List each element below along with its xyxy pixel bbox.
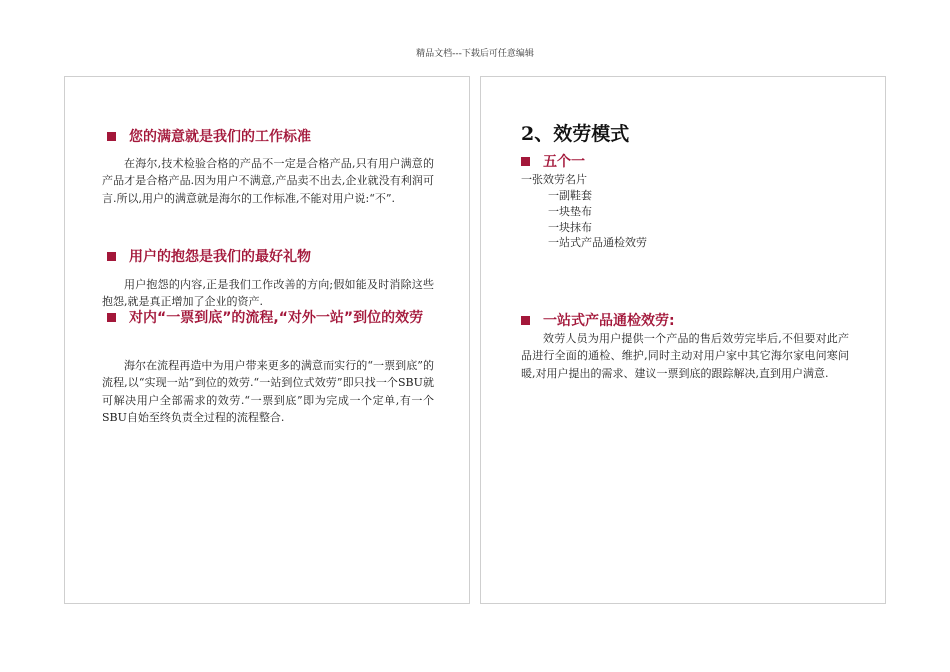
left-page (64, 76, 470, 604)
list-item: 一副鞋套 (548, 189, 592, 202)
heading-text: 您的满意就是我们的工作标准 (129, 129, 311, 145)
paragraph-complaints: 用户抱怨的内容,正是我们工作改善的方向;假如能及时消除这些抱怨,就是真正增加了企业的资产. (102, 278, 434, 309)
heading-text: 一站式产品通检效劳: (543, 313, 675, 329)
section-title: 2、效劳模式 (521, 123, 630, 145)
square-bullet-icon (107, 252, 116, 261)
heading-five-ones (521, 152, 721, 172)
right-page (480, 76, 886, 604)
list-item: 一块抹布 (548, 221, 592, 234)
square-bullet-icon (107, 313, 116, 322)
list-intro: 一张效劳名片 (521, 173, 587, 186)
paragraph-satisfaction: 在海尔,技术检验合格的产品不一定是合格产品,只有用户满意的产品才是合格产品.因为用户不满意,产品卖不出去,企业就没有利润可言.所以,用户的满意就是海尔的工作标准,不能对用户说:“不”. (102, 157, 434, 205)
heading-complaints-gift (107, 247, 447, 267)
square-bullet-icon (521, 157, 530, 166)
paragraph-one-stop-service: 效劳人员为用户提供一个产品的售后效劳完毕后,不但要对此产品进行全面的通检、维护,同时主动对用户家中其它海尔家电问寒问暖,对用户提出的需求、建议一票到底的跟踪解决,直到用户满意. (521, 332, 849, 380)
heading-one-ticket-process (107, 308, 447, 348)
list-item: 一站式产品通检效劳 (548, 236, 647, 249)
square-bullet-icon (107, 132, 116, 141)
heading-satisfaction-standard (107, 127, 447, 147)
heading-text: 用户的抱怨是我们的最好礼物 (129, 249, 311, 265)
document-header: 精品文档---下载后可任意编辑 (416, 49, 534, 59)
heading-text: 五个一 (543, 154, 585, 170)
list-item: 一块垫布 (548, 205, 592, 218)
heading-one-stop-inspection (521, 311, 821, 331)
square-bullet-icon (521, 316, 530, 325)
paragraph-one-ticket: 海尔在流程再造中为用户带来更多的满意而实行的“一票到底”的流程,以“实现一站”到位的效劳.“一站到位式效劳”即只找一个SBU就可解决用户全部需求的效劳.“一票到底”即为完成一个定单,有一个SBU自始至终负责全过程的流程整合. (102, 359, 434, 424)
heading-text: 对内“一票到底”的流程,“对外一站”到位的效劳 (129, 310, 424, 326)
